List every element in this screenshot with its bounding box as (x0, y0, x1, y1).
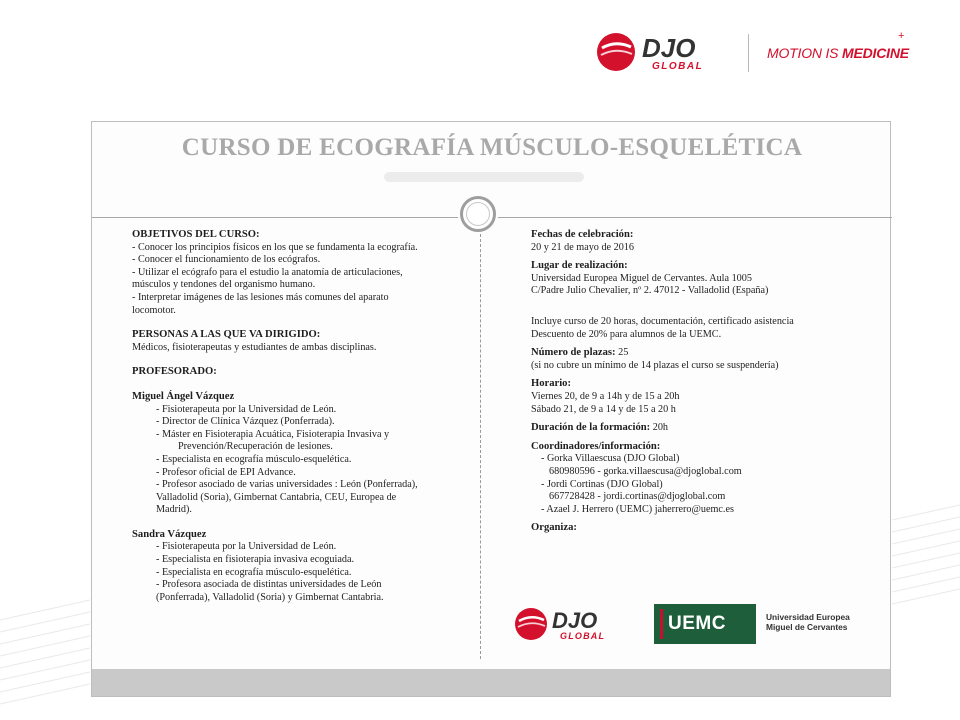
professor-2-item: - Especialista en ecografía músculo-esquelética. (156, 566, 352, 578)
uemc-name-line-2: Miguel de Cervantes (766, 622, 848, 632)
tagline-plus: + (898, 30, 905, 42)
poster-footer-band (92, 669, 890, 696)
objetivo-item: músculos y tendones del organismo humano. (132, 279, 316, 291)
header-brand: DJO (642, 33, 696, 63)
uemc-full-name (766, 612, 850, 632)
objetivos-heading: OBJETIVOS DEL CURSO: (132, 229, 260, 240)
personas-heading: PERSONAS A LAS QUE VA DIRIGIDO: (132, 329, 321, 341)
professor-2-item: (Ponferrada), Valladolid (Soria) y Gimbernat Cantabria. (156, 591, 384, 603)
coordinator-item: 667728428 - jordi.cortinas@djoglobal.com (549, 491, 726, 503)
plazas-heading: Número de plazas: (531, 347, 616, 359)
fechas-value: 20 y 21 de mayo de 2016 (531, 241, 634, 253)
plazas-note: (si no cubre un mínimo de 14 plazas el curso se suspendería) (531, 359, 779, 371)
divider-left (92, 217, 458, 218)
poster-subtitle-blur (384, 172, 584, 182)
professor-2-name: Sandra Vázquez (132, 528, 207, 540)
coordinadores-heading: Coordinadores/información: (531, 440, 661, 452)
tagline (767, 45, 909, 61)
professor-1-item: - Máster en Fisioterapia Acuática, Fisioterapia Invasiva y (156, 428, 390, 440)
poster-title: CURSO DE ECOGRAFÍA MÚSCULO-ESQUELÉTICA (181, 134, 803, 161)
horario-heading: Horario: (531, 378, 572, 390)
tagline-part-b: MEDICINE (842, 45, 909, 61)
professor-1-item: Valladolid (Soria), Gimbernat Cantabria, CEU, Europea de (156, 491, 397, 503)
uemc-name-line-1: Universidad Europea (766, 612, 850, 622)
objetivo-item: locomotor. (132, 304, 176, 316)
course-poster (91, 121, 891, 697)
professor-1-item: - Especialista en ecografía músculo-esquelética. (156, 453, 352, 465)
ring-ornament (460, 196, 496, 232)
professor-2-item: - Profesora asociada de distintas universidades de León (156, 579, 382, 591)
lugar-heading: Lugar de realización: (531, 260, 628, 272)
duracion-heading: Duración de la formación: (531, 422, 651, 434)
header-separator (748, 34, 749, 72)
organizer-logos (514, 602, 874, 646)
descuento-text: Descuento de 20% para alumnos de la UEMC. (531, 328, 722, 340)
coordinator-item: - Azael J. Herrero (UEMC) jaherrero@uemc.es (541, 503, 734, 515)
professor-1-name: Miguel Ángel Vázquez (132, 390, 235, 402)
org-djo-text: DJO (552, 608, 598, 633)
tagline-part-a: MOTION IS (767, 45, 843, 61)
djo-global-logo (596, 30, 736, 79)
fechas-heading: Fechas de celebración: (531, 229, 634, 240)
organizer-djo-logo (514, 606, 630, 647)
objetivo-item: - Conocer el funcionamiento de los ecógrafos. (132, 254, 321, 266)
plazas-value: 25 (615, 347, 629, 359)
column-divider (480, 234, 481, 659)
coordinator-item: - Jordi Cortinas (DJO Global) (541, 478, 663, 490)
professor-1-item: Madrid). (156, 504, 192, 516)
professor-1-item: - Profesor oficial de EPI Advance. (156, 466, 296, 478)
uemc-logo (654, 604, 756, 644)
right-column (531, 229, 861, 535)
divider-right (498, 217, 892, 218)
horario-line-2: Sábado 21, de 9 a 14 y de 15 a 20 h (531, 403, 676, 415)
organiza-heading: Organiza: (531, 522, 577, 534)
coordinator-item: 680980596 - gorka.villaescusa@djoglobal.com (549, 465, 742, 477)
lugar-line-2: C/Padre Julio Chevalier, nº 2. 47012 - Valladolid (España) (531, 285, 769, 297)
uemc-logo-text: UEMC (668, 613, 726, 634)
objetivo-item: - Conocer los principios físicos en los que se fundamenta la ecografía. (132, 241, 418, 253)
professor-2-item: - Fisioterapeuta por la Universidad de León. (156, 541, 337, 553)
lugar-line-1: Universidad Europea Miguel de Cervantes. Aula 1005 (531, 272, 752, 284)
horario-line-1: Viernes 20, de 9 a 14h y de 15 a 20h (531, 390, 680, 402)
professor-1-item: - Profesor asociado de varias universidades : León (Ponferrada), (156, 479, 418, 491)
header-brand-sub: GLOBAL (652, 61, 704, 72)
coordinator-item: - Gorka Villaescusa (DJO Global) (541, 453, 680, 465)
professor-1-item: - Fisioterapeuta por la Universidad de León. (156, 403, 337, 415)
objetivo-item: - Utilizar el ecógrafo para el estudio la anatomía de articulaciones, (132, 266, 403, 278)
duracion-value: 20h (650, 422, 668, 434)
professor-1-item: Prevención/Recuperación de lesiones. (178, 441, 333, 453)
left-column (132, 229, 472, 604)
personas-text: Médicos, fisioterapeutas y estudiantes de ambas disciplinas. (132, 341, 377, 353)
professor-1-item: - Director de Clínica Vázquez (Ponferrada). (156, 416, 335, 428)
profesorado-heading: PROFESORADO: (132, 366, 217, 378)
objetivo-item: - Interpretar imágenes de las lesiones más comunes del aparato (132, 291, 389, 303)
org-djo-sub-text: GLOBAL (560, 631, 606, 641)
professor-2-item: - Especialista en fisioterapia invasiva ecoguiada. (156, 554, 355, 566)
incluye-text: Incluye curso de 20 horas, documentación, certificado asistencia (531, 315, 794, 327)
